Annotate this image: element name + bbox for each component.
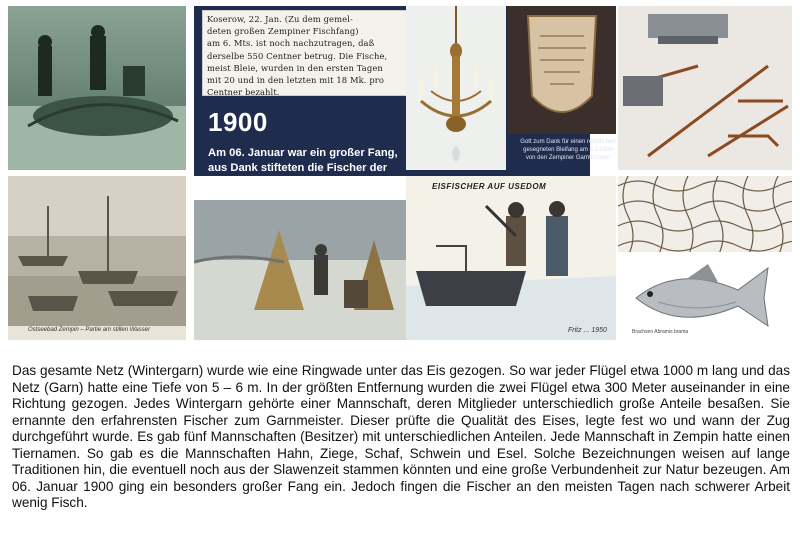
- nets-painting-illustration: [194, 200, 406, 340]
- harbor-illustration: [8, 176, 186, 340]
- nets-painting: [194, 200, 406, 340]
- ice-fishermen-illustration: [8, 6, 186, 170]
- chandelier-photo: [406, 6, 506, 170]
- clipping-line: mit 20 und in den letzten mit 18 Mk. pro: [207, 75, 385, 86]
- net-closeup-photo: [618, 176, 792, 252]
- photo-collage: [8, 6, 792, 340]
- harbor-photo: [8, 176, 186, 340]
- ice-fisher-sketch-illustration: [406, 176, 616, 340]
- clipping-line: Centner bezahlt.: [207, 87, 280, 98]
- plaque-illustration: [508, 6, 616, 134]
- newspaper-clipping: [202, 10, 407, 96]
- bream-fish-image: [618, 256, 792, 340]
- fish-icon: [618, 256, 792, 340]
- sketch-title: EISFISCHER AUF USEDOM: [432, 182, 547, 191]
- year-description: Am 06. Januar war ein großer Fang, aus Dank stifteten die Fischer der Kirche Koserow einen Leuchter.: [208, 147, 398, 189]
- clipping-line: Koserow, 22. Jan. (Zu dem gemel-: [207, 14, 353, 24]
- chandelier-illustration: [406, 6, 506, 170]
- fish-label: Brachsen Abramis brama: [632, 329, 689, 335]
- harbor-caption: Ostseebad Zempin – Partie am stillen Wasser: [28, 327, 150, 333]
- net-mesh-illustration: [618, 176, 792, 252]
- plaque-caption: Gott zum Dank für einen reichlichen gesegneten Bleifang am 6.1.1900 von den Zempiner Garnfischern: [520, 139, 616, 161]
- ice-fisher-sketch: [406, 176, 616, 340]
- fishing-tools-photo: [618, 6, 792, 170]
- sketch-signature: Fritz ... 1950: [568, 327, 607, 334]
- clipping-line: meist Bleie, wurden in den ersten Tagen: [207, 62, 383, 73]
- clipping-line: deten großen Zempiner Fischfang): [207, 26, 359, 37]
- clipping-line: derselbe 550 Centner betrug. Die Fische,: [207, 50, 388, 61]
- ice-fishermen-photo: [8, 6, 186, 170]
- plaque-photo: [508, 6, 616, 134]
- body-paragraph: Das gesamte Netz (Wintergarn) wurde wie eine Ringwade unter das Eis gezogen. So war jeder Flügel etwa 1000 m lang und das Netz (Garn) hatte eine Tiefe von 5 – 6 m. In der größten Entfernung wurden die zwei Flügel etwa 300 Meter auseinander in eine Richtung gezogen. Jedes Wintergarn gehörte einer Mannschaft, deren Mitglieder unterschiedlich große Anteile besaßen. Sie ernannte den erfahrensten Fischer zum Garnmeister. Dieser prüfte die Qualität des Eises, legte fest wo und wann der Zug durchgeführt wurde. Es gab fünf Mannschaften (Besitzer) mit unterschiedlichen Anteilen. Jede Mannschaft in Zempin hatte einen Tiernamen. So gab es die Mannschaften Hahn, Ziege, Schaf, Schwein und Esel. Solche Bezeichnungen weisen auf lange Traditionen hin, die eventuell noch aus der Slawenzeit stammen könnten und eine große Verbundenheit zur Natur bezeugen. Am 06. Januar 1900 ging ein besonders großer Fang ein. Jedoch fingen die Fischer an den meisten Tagen nach schwerer Arbeit wenig Fisch.: [12, 363, 790, 510]
- year-heading: 1900: [208, 107, 268, 137]
- fishing-tools-illustration: [618, 6, 792, 170]
- clipping-line: am 6. Mts. ist noch nachzutragen, daß: [207, 38, 375, 49]
